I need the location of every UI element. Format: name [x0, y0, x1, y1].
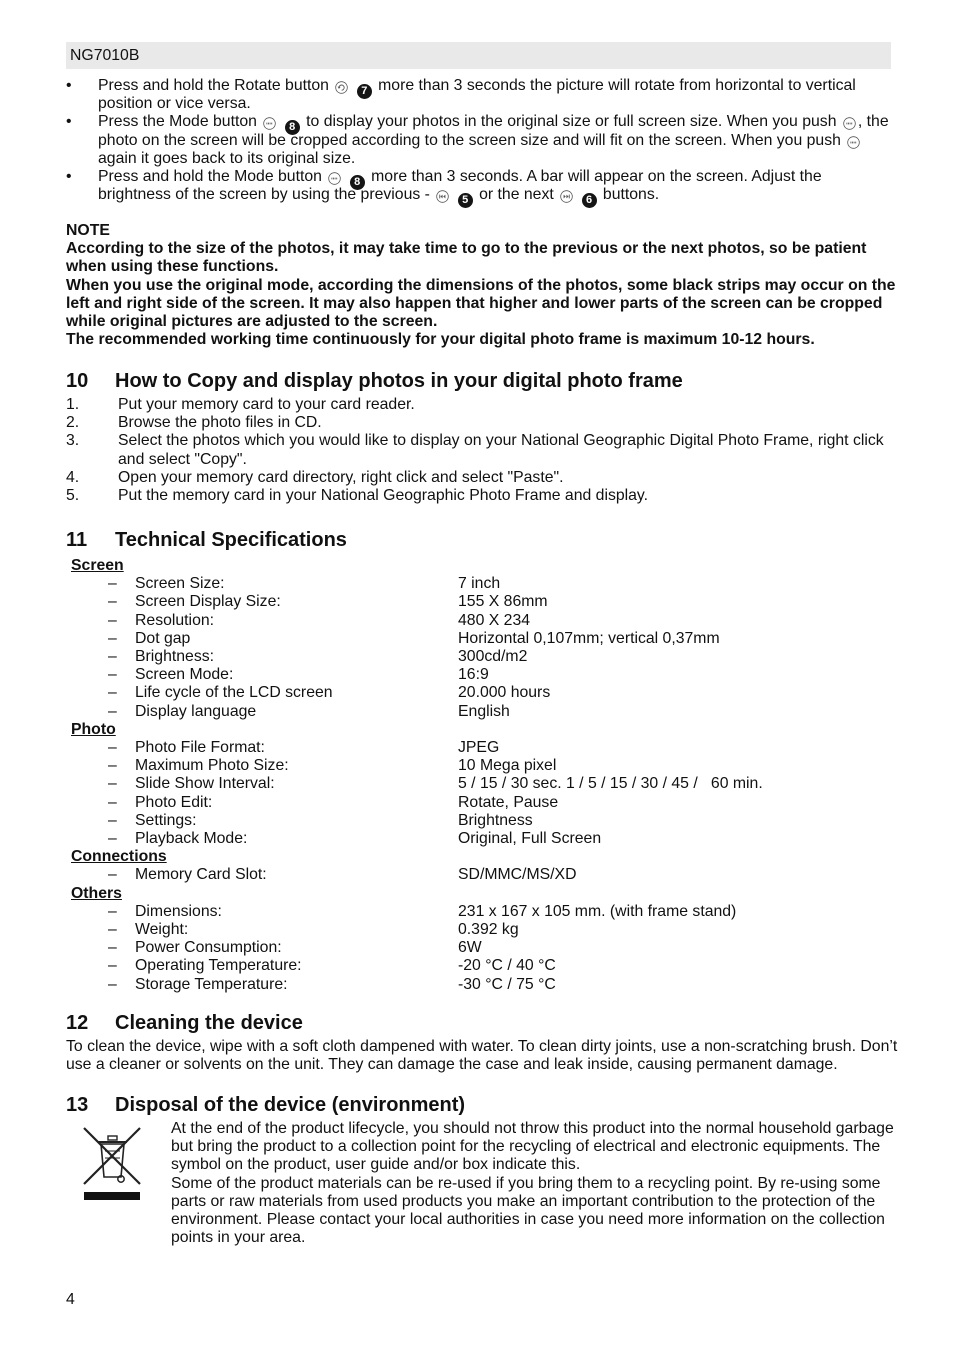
spec-group-heading: Screen [71, 557, 124, 574]
key-number-badge: 8 [285, 120, 300, 135]
spec-group-heading: Photo [71, 720, 116, 738]
spec-value: 20.000 hours [458, 684, 551, 702]
spec-dash: – [108, 902, 117, 920]
step-number: 3. [66, 432, 80, 450]
spec-dash: – [108, 975, 117, 993]
step-number: 1. [66, 396, 80, 413]
list-item [66, 396, 884, 414]
section-title: Technical Specifications [115, 529, 347, 551]
mode-button-icon [847, 136, 860, 149]
text-run: again it goes back to its original size. [98, 149, 356, 167]
spec-dash: – [108, 775, 117, 793]
spec-dash: – [108, 684, 117, 702]
spec-row [66, 757, 891, 775]
spec-row [66, 939, 891, 957]
bullet-item-brightness [66, 167, 891, 207]
spec-dash: – [108, 939, 117, 957]
spec-dash: – [108, 575, 117, 593]
bullet-item-mode [66, 113, 891, 168]
bullet-symbol: • [66, 167, 72, 185]
key-number-badge: 5 [458, 193, 473, 208]
spec-value: 10 Mega pixel [458, 757, 557, 775]
mode-button-icon [328, 172, 341, 185]
spec-row [66, 921, 891, 939]
section-number: 13 [66, 1094, 89, 1116]
spec-group-heading: Others [71, 884, 122, 902]
next-button-icon [560, 190, 573, 203]
spec-row [66, 794, 891, 812]
spec-label: Slide Show Interval: [135, 775, 275, 793]
spec-value: Original, Full Screen [458, 830, 602, 847]
section-heading-10 [66, 369, 826, 393]
key-number-badge: 7 [357, 84, 372, 99]
spec-row [66, 812, 891, 830]
copy-steps-list [66, 396, 884, 505]
mode-button-icon [843, 117, 856, 130]
list-item-continuation [66, 451, 884, 469]
key-number-badge: 8 [350, 175, 365, 190]
spec-value: 7 inch [458, 575, 501, 593]
spec-row [66, 648, 891, 666]
text-line [98, 77, 891, 95]
bullet-symbol: • [66, 113, 72, 131]
paragraph-line: use a cleaner or solvents on the unit. They can damage the case and leak inside, causing permanent damage. [66, 1056, 838, 1074]
spec-value: Brightness [458, 811, 533, 829]
spec-value: 300cd/m2 [458, 648, 528, 665]
crossed-out-wheelie-bin-icon [83, 1127, 141, 1201]
text-line [98, 150, 891, 168]
step-text: Open your memory card directory, right click and select "Paste". [118, 468, 564, 486]
mode-button-icon [263, 117, 276, 130]
spec-dash: – [108, 611, 117, 629]
spec-label: Screen Size: [135, 575, 225, 593]
spec-value: -30 °C / 75 °C [458, 975, 556, 993]
text-run: Press and hold the Rotate button [98, 77, 329, 94]
step-number: 4. [66, 468, 80, 486]
spec-label: Settings: [135, 811, 197, 829]
note-line: When you use the original mode, according the dimensions of the photos, some black strips may occur on the [66, 276, 896, 294]
spec-label: Photo File Format: [135, 739, 265, 756]
page-number: 4 [66, 1291, 75, 1308]
list-item [66, 469, 884, 487]
section-title: How to Copy and display photos in your digital photo frame [115, 370, 683, 392]
spec-row [66, 830, 891, 848]
section-heading-13 [66, 1093, 566, 1117]
paragraph-line: environment. Please contact your local authorities in case you need more information on the collection [171, 1210, 885, 1228]
spec-row [66, 575, 891, 593]
cleaning-paragraph [66, 1038, 897, 1074]
text-run: buttons. [602, 186, 660, 204]
spec-label: Life cycle of the LCD screen [135, 684, 333, 702]
page-header [66, 42, 891, 69]
section-title: Disposal of the device (environment) [115, 1094, 466, 1116]
text-run: Press and hold the Mode button [98, 167, 322, 185]
text-run: , the [857, 113, 889, 131]
note-title: NOTE [66, 222, 110, 239]
paragraph-line: Some of the product materials can be re-used if you bring them to a recycling point. By re-using some [171, 1174, 881, 1192]
spec-value: -20 °C / 40 °C [458, 957, 556, 975]
spec-dash: – [108, 593, 117, 611]
note-line: while original pictures are adjusted to the screen. [66, 312, 438, 330]
spec-dash: – [108, 648, 117, 665]
spec-dash: – [108, 921, 117, 938]
note-line: left and right side of the screen. It may also happen that higher and lower parts of the screen can be cropped [66, 294, 883, 312]
spec-group-heading: Connections [71, 848, 167, 866]
step-text: Select the photos which you would like to display on your National Geographic Digital Photo Frame, right click [118, 432, 884, 450]
step-number: 2. [66, 414, 80, 432]
spec-row [66, 739, 891, 757]
spec-label: Operating Temperature: [135, 957, 302, 975]
spec-dash: – [108, 629, 117, 647]
note-line: According to the size of the photos, it may take time to go to the previous or the next photos, so be patient [66, 240, 867, 258]
spec-row [66, 703, 891, 721]
text-run: brightness of the screen by using the previous - [98, 186, 430, 204]
spec-row [66, 903, 891, 921]
previous-button-icon [436, 190, 449, 203]
text-line [98, 186, 891, 207]
section-heading-12 [66, 1011, 466, 1035]
spec-label: Brightness: [135, 648, 215, 665]
paragraph-line: but bring the product to a collection point for the recycling of electrical and electronic equipments. The [171, 1138, 881, 1156]
spec-label: Screen Display Size: [135, 593, 281, 611]
section-heading-11 [66, 528, 466, 552]
spec-dash: – [108, 957, 117, 975]
spec-value: 5 / 15 / 30 sec. 1 / 5 / 15 / 30 / 45 / 60 min. [458, 775, 763, 793]
text-run: Press the Mode button [98, 113, 257, 131]
step-number: 5. [66, 486, 80, 504]
section-number: 12 [66, 1012, 89, 1034]
spec-label: Dot gap [135, 629, 191, 647]
section-number: 11 [66, 529, 88, 551]
list-item [66, 432, 884, 450]
spec-label: Maximum Photo Size: [135, 757, 289, 775]
spec-value: 16:9 [458, 666, 489, 684]
spec-row [66, 957, 891, 975]
spec-label: Playback Mode: [135, 830, 248, 847]
text-run: more than 3 seconds. A bar will appear on the screen. Adjust the [371, 167, 822, 185]
text-run: to display your photos in the original size or full screen size. When you push [306, 113, 837, 131]
key-number-badge: 6 [582, 193, 597, 208]
note-line: The recommended working time continuously for your digital photo frame is maximum 10-12 hours. [66, 331, 815, 349]
text-line [98, 168, 891, 186]
disposal-paragraph [171, 1120, 894, 1247]
step-text: and select "Copy". [118, 450, 247, 468]
bullet-symbol: • [66, 77, 72, 94]
paragraph-line: points in your area. [171, 1229, 306, 1247]
spec-label: Storage Temperature: [135, 975, 288, 993]
spec-value: 155 X 86mm [458, 593, 548, 611]
spec-label: Power Consumption: [135, 939, 282, 957]
spec-label: Screen Mode: [135, 666, 234, 684]
list-item [66, 487, 884, 505]
text-line [98, 132, 891, 150]
step-text: Put the memory card in your National Geographic Photo Frame and display. [118, 486, 649, 504]
list-item [66, 414, 884, 432]
note-line: when using these functions. [66, 258, 279, 276]
bullet-item-rotate [66, 77, 891, 113]
step-text: Browse the photo files in CD. [118, 414, 322, 432]
section-title: Cleaning the device [115, 1012, 303, 1034]
spec-value: 231 x 167 x 105 mm. (with frame stand) [458, 902, 737, 920]
spec-dash: – [108, 757, 117, 775]
spec-dash: – [108, 866, 117, 884]
note-block [66, 222, 895, 349]
text-line [98, 113, 891, 134]
spec-list [66, 557, 891, 997]
spec-dash: – [108, 793, 117, 811]
spec-row [66, 684, 891, 702]
spec-row [66, 666, 891, 684]
text-run: photo on the screen will be cropped according to the screen size and will fit on the screen. When you push [98, 131, 841, 149]
section-number: 10 [66, 370, 89, 392]
spec-value: English [458, 702, 510, 720]
step-text: Put your memory card to your card reader. [118, 396, 415, 413]
spec-dash: – [108, 702, 117, 720]
spec-value: 6W [458, 939, 482, 957]
spec-row [66, 612, 891, 630]
paragraph-line: parts or raw materials from used products you make an important contribution to the protection of the [171, 1192, 876, 1210]
spec-dash: – [108, 830, 117, 847]
paragraph-line: At the end of the product lifecycle, you should not throw this product into the normal household garbage [171, 1120, 894, 1137]
spec-value: JPEG [458, 739, 500, 756]
spec-row [66, 775, 891, 793]
rotate-button-icon [335, 81, 348, 94]
spec-label: Photo Edit: [135, 793, 213, 811]
instruction-bullets [66, 77, 891, 207]
spec-label: Display language [135, 702, 257, 720]
text-line [98, 95, 891, 113]
spec-value: 0.392 kg [458, 921, 519, 938]
spec-label: Weight: [135, 921, 189, 938]
spec-value: Horizontal 0,107mm; vertical 0,37mm [458, 629, 720, 647]
spec-row [66, 866, 891, 884]
spec-value: SD/MMC/MS/XD [458, 866, 577, 884]
spec-row [66, 593, 891, 611]
spec-row [66, 976, 891, 994]
text-run: more than 3 seconds the picture will rotate from horizontal to vertical [378, 77, 856, 94]
spec-dash: – [108, 811, 117, 829]
spec-value: 480 X 234 [458, 611, 531, 629]
model-number: NG7010B [70, 47, 140, 64]
spec-label: Resolution: [135, 611, 215, 629]
text-run: position or vice versa. [98, 95, 251, 113]
text-run: or the next [479, 186, 554, 204]
spec-dash: – [108, 666, 117, 684]
spec-label: Memory Card Slot: [135, 866, 267, 884]
paragraph-line: symbol on the product, user guide and/or box indicate this. [171, 1156, 581, 1174]
spec-dash: – [108, 739, 117, 756]
spec-row [66, 630, 891, 648]
spec-value: Rotate, Pause [458, 793, 559, 811]
spec-label: Dimensions: [135, 902, 222, 920]
paragraph-line: To clean the device, wipe with a soft cloth dampened with water. To clean dirty joints, use a non-scratching brush. Don’t [66, 1038, 898, 1055]
